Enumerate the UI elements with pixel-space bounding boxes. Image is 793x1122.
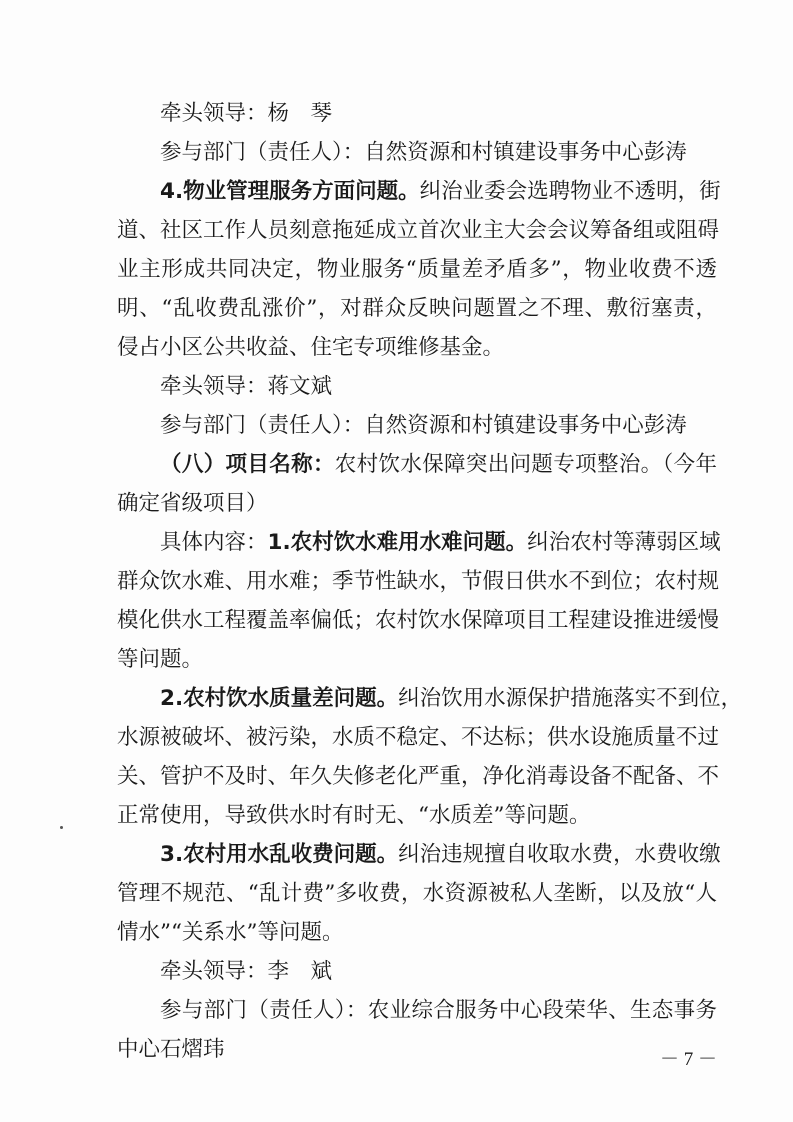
paragraph-line: 确定省级项目） [117,491,268,516]
paragraph-line: 中心石熠玮 [117,1037,225,1062]
lead-leader-line-2: 牵头领导：蒋文斌 [160,374,333,399]
paragraph-line: 群众饮水难、用水难；季节性缺水，节假日供水不到位；农村规 [117,569,720,594]
page-number: － 7 － [660,1049,718,1070]
paragraph-line: 等问题。 [117,647,204,672]
content-item-1-heading: 具体内容：1.农村饮水难用水难问题。纠治农村等薄弱区域 [160,530,721,555]
paragraph-line: 正常使用，导致供水时有时无、“水质差”等问题。 [117,803,591,828]
section-4-heading: 4.物业管理服务方面问题。纠治业委会选聘物业不透明，街 [160,179,721,204]
lead-leader-line-3: 牵头领导：李 斌 [160,959,333,984]
content-item-2-heading: 2.农村饮水质量差问题。纠治饮用水源保护措施落实不到位， [160,686,743,711]
participating-dept-line-2: 参与部门（责任人）：自然资源和村镇建设事务中心彭涛 [160,413,687,438]
paragraph-line: 情水”“关系水”等问题。 [117,920,344,945]
paragraph-line: 管理不规范、“乱计费”多收费，水资源被私人垄断，以及放“人 [117,881,717,906]
participating-dept-line-1: 参与部门（责任人）：自然资源和村镇建设事务中心彭涛 [160,140,687,165]
lead-leader-line-1: 牵头领导：杨 琴 [160,101,333,126]
paragraph-line: 业主形成共同决定，物业服务“质量差矛盾多”，物业收费不透 [117,257,717,282]
paragraph-line: 关、管护不及时、年久失修老化严重，净化消毒设备不配备、不 [117,764,720,789]
paragraph-line: 模化供水工程覆盖率偏低；农村饮水保障项目工程建设推进缓慢 [117,608,720,633]
paragraph-line: 道、社区工作人员刻意拖延成立首次业主大会会议筹备组或阻碍 [117,218,720,243]
project-8-heading: （八）项目名称：农村饮水保障突出问题专项整治。（今年 [160,452,717,477]
participating-dept-line-3: 参与部门（责任人）：农业综合服务中心段荣华、生态事务 [160,998,717,1023]
content-item-3-heading: 3.农村用水乱收费问题。纠治违规擅自收取水费，水费收缴 [160,842,721,867]
paragraph-line: 水源被破坏、被污染，水质不稳定、不达标；供水设施质量不过 [117,725,720,750]
scan-speck [60,826,63,829]
paragraph-line: 侵占小区公共收益、住宅专项维修基金。 [117,335,505,360]
paragraph-line: 明、“乱收费乱涨价”，对群众反映问题置之不理、敷衍塞责， [117,296,717,321]
